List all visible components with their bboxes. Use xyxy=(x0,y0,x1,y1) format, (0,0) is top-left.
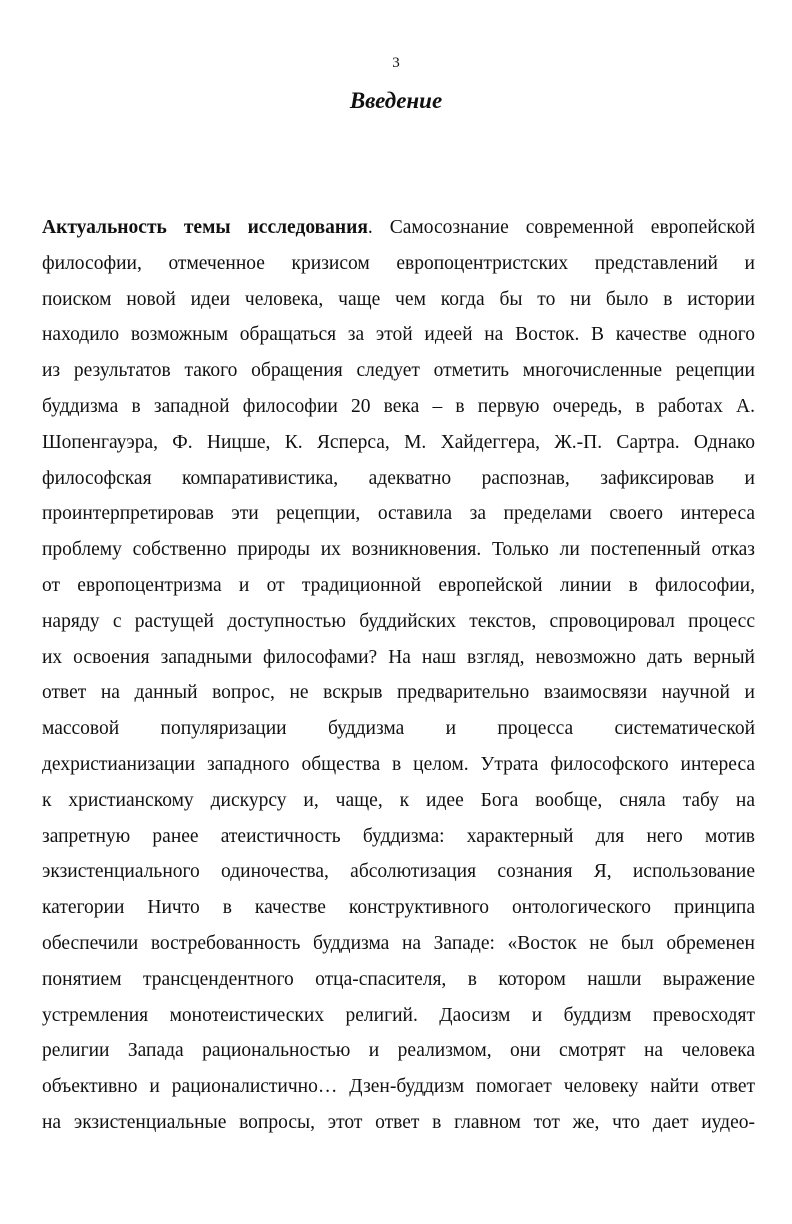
text-line: наряду с растущей доступностью буддийских текстов, спровоцировал процесс xyxy=(42,610,755,632)
text-line: на экзистенциальные вопросы, этот ответ в главном тот же, что дает иудео- xyxy=(42,1111,755,1133)
text-line: из результатов такого обращения следует отметить многочисленные рецепции xyxy=(42,360,755,382)
text-line: проблему собственно природы их возникновения. Только ли постепенный отказ xyxy=(42,539,755,561)
text-line: проинтерпретировав эти рецепции, оставила за пределами своего интереса xyxy=(42,503,755,525)
text-line: массовой популяризации буддизма и процесса систематической xyxy=(42,718,755,740)
text-line: от европоцентризма и от традиционной европейской линии в философии, xyxy=(42,574,755,596)
text-line: объективно и рационалистично… Дзен-буддизм помогает человеку найти ответ xyxy=(42,1076,755,1098)
text-line: их освоения западными философами? На наш взгляд, невозможно дать верный xyxy=(42,646,755,668)
text-line: обеспечили востребованность буддизма на Западе: «Восток не был обременен xyxy=(42,932,755,954)
page-number: 3 xyxy=(392,55,400,71)
lead-rest: . Самосознание современной европейской xyxy=(367,217,755,238)
section-title: Введение xyxy=(349,88,443,113)
text-line: ответ на данный вопрос, не вскрыв предварительно взаимосвязи научной и xyxy=(42,682,755,704)
text-line: понятием трансцендентного отца-спасителя, в котором нашли выражение xyxy=(42,968,755,990)
body-paragraph xyxy=(42,210,755,1141)
text-line: философии, отмеченное кризисом европоцентристских представлений и xyxy=(42,252,755,274)
text-line: к христианскому дискурсу и, чаще, к идее Бога вообще, сняла табу на xyxy=(42,789,755,811)
text-line: поиском новой идеи человека, чаще чем когда бы то ни было в истории xyxy=(42,288,755,310)
text-line: находило возможным обращаться за этой идеей на Восток. В качестве одного xyxy=(42,324,755,346)
text-line: дехристианизации западного общества в целом. Утрата философского интереса xyxy=(42,753,755,775)
text-line xyxy=(42,210,755,246)
text-line: буддизма в западной философии 20 века – в первую очередь, в работах А. xyxy=(42,395,755,417)
text-line: устремления монотеистических религий. Даосизм и буддизм превосходят xyxy=(42,1004,755,1026)
text-line: Шопенгауэра, Ф. Ницше, К. Ясперса, М. Хайдеггера, Ж.-П. Сартра. Однако xyxy=(42,431,755,453)
text-line: философская компаративистика, адекватно распознав, зафиксировав и xyxy=(42,467,755,489)
text-line: категории Ничто в качестве конструктивного онтологического принципа xyxy=(42,897,755,919)
text-line: экзистенциального одиночества, абсолютизация сознания Я, использование xyxy=(42,861,755,883)
text-line: запретную ранее атеистичность буддизма: характерный для него мотив xyxy=(42,825,755,847)
text-line: религии Запада рациональностью и реализмом, они смотрят на человека xyxy=(42,1040,755,1062)
lead-phrase: Актуальность темы исследования xyxy=(42,217,368,238)
